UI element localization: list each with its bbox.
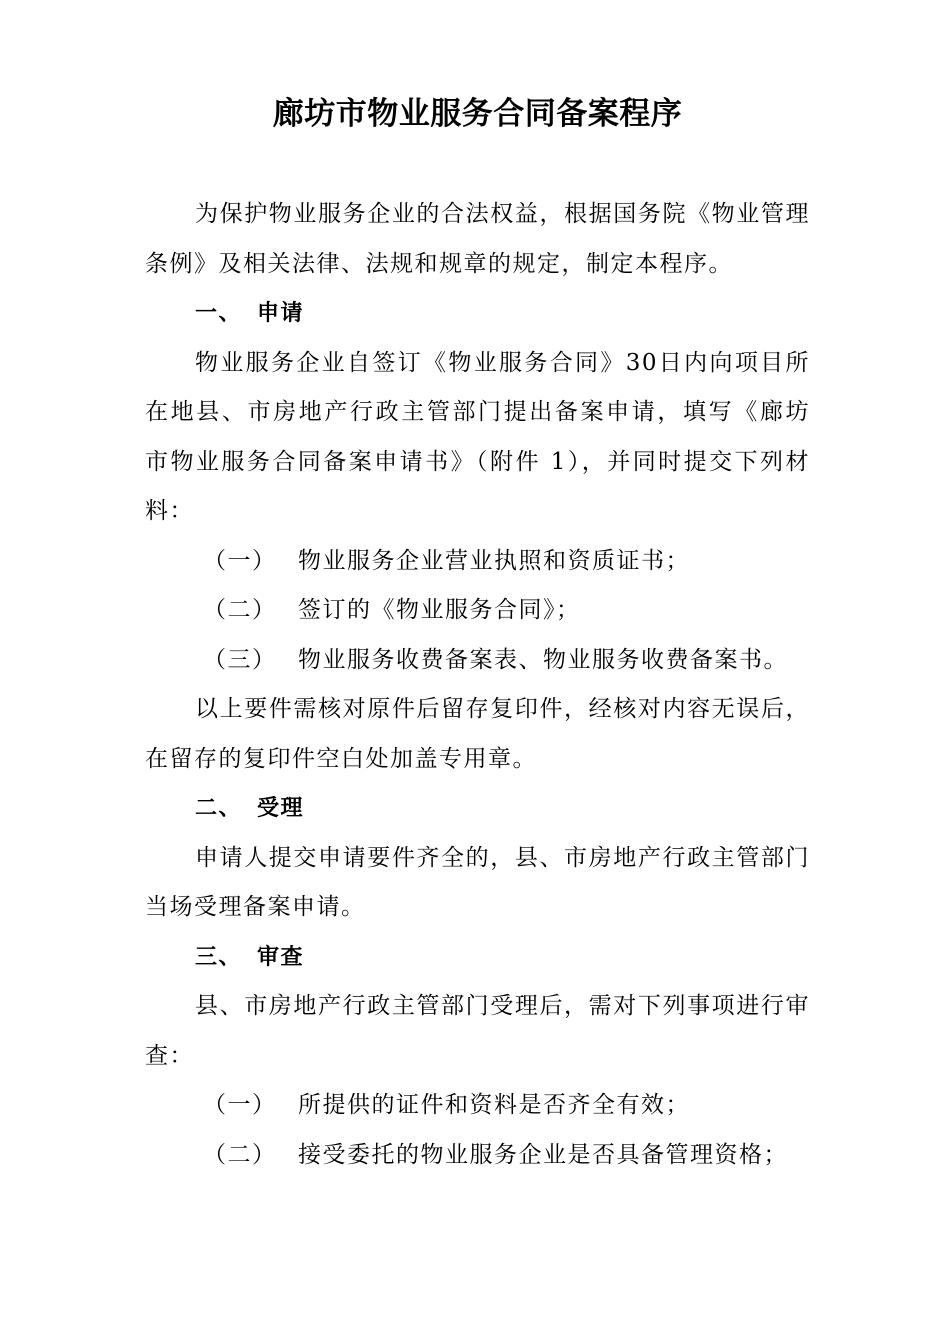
document-title: 廊坊市物业服务合同备案程序 [272,96,683,132]
section-title: 申请 [257,301,305,326]
list-item [145,586,810,636]
list-item-number: （二） [203,1141,277,1168]
section-heading-accept [145,784,810,834]
intro-paragraph: 为保护物业服务企业的合法权益，根据国务院《物业管理条例》及相关法律、法规和规章的规定，制定本程序。 [145,201,810,277]
list-item-text: 物业服务收费备案表、物业服务收费备案书。 [298,646,788,673]
list-item [145,1081,810,1131]
list-item-number: （二） [203,597,277,623]
section-heading-review [145,933,810,983]
list-item [145,537,810,587]
section-paragraph-accept: 申请人提交申请要件齐全的，县、市房地产行政主管部门当场受理备案申请。 [145,844,810,920]
document-body [145,190,810,1180]
list-item-number: （一） [203,547,277,574]
section-paragraph-apply: 物业服务企业自签订《物业服务合同》30日内向项目所 在地县、市房地产行政主管部门提出备案申请，填写《廊坊 市物业服务合同备案申请书》（附件 1），并同时提交下列材 料： [145,349,810,524]
section-paragraph-review: 县、市房地产行政主管部门受理后，需对下列事项进行审查： [145,993,810,1069]
list-item-text: 所提供的证件和资料是否齐全有效； [298,1092,690,1118]
list-item-number: （三） [203,646,277,673]
section-closing-apply: 以上要件需核对原件后留存复印件，经核对内容无误后，在留存的复印件空白处加盖专用章。 [145,696,810,772]
section-number: 一、 [195,301,243,326]
list-item-text: 签订的《物业服务合同》； [298,597,581,623]
list-item [145,1131,810,1181]
section-number: 三、 [195,944,243,970]
list-item-number: （一） [203,1092,277,1118]
section-heading-apply [145,289,810,339]
section-title: 审查 [257,944,305,970]
list-item-text: 接受委托的物业服务企业是否具备管理资格； [298,1141,788,1168]
section-title: 受理 [257,796,305,821]
list-item-text: 物业服务企业营业执照和资质证书； [298,547,690,574]
section-number: 二、 [195,796,243,821]
list-item [145,636,810,686]
